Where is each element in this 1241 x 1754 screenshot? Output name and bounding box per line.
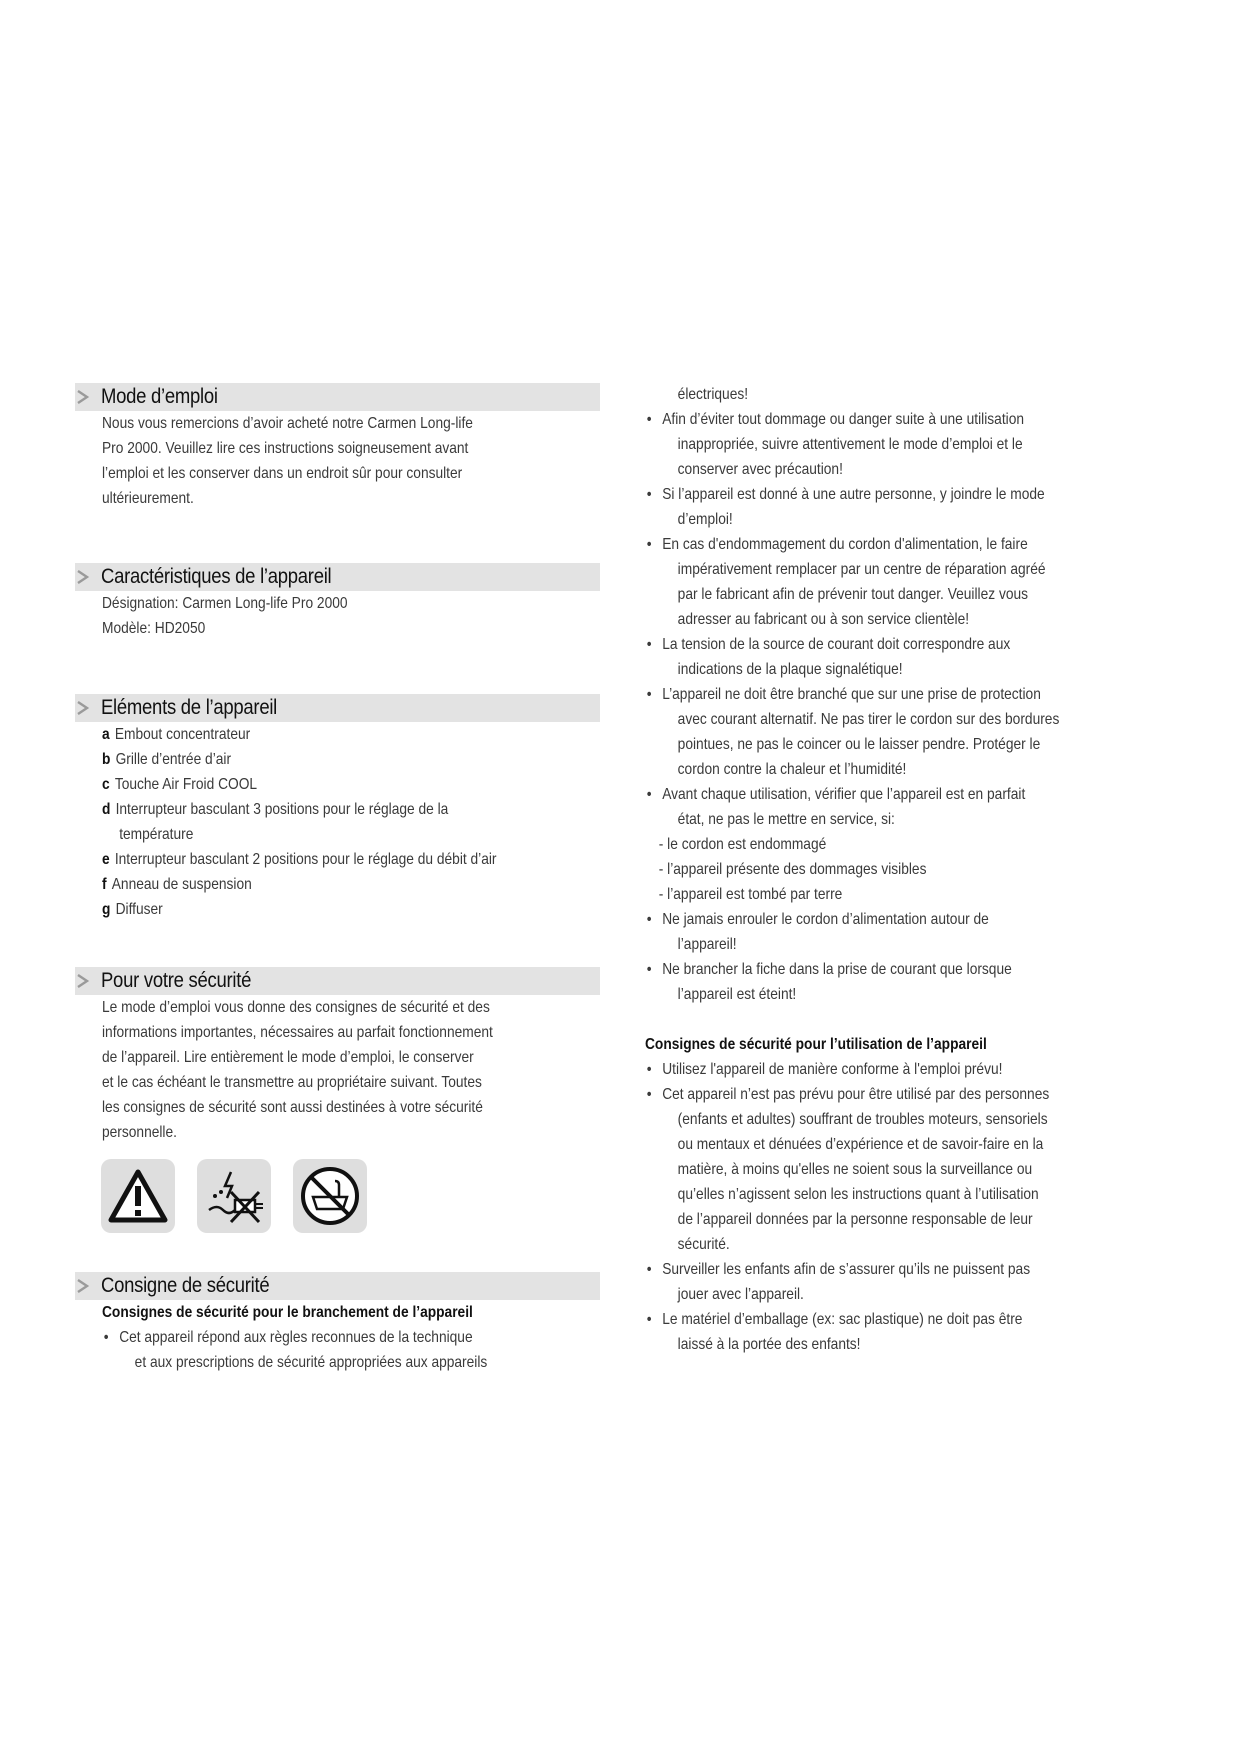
section-title: Pour votre sécurité bbox=[101, 969, 252, 992]
text-line: ultérieurement. bbox=[102, 490, 194, 507]
text-line: Nous vous remercions d’avoir acheté notre Carmen Long-life bbox=[102, 415, 473, 432]
list-item: f Anneau de suspension bbox=[102, 876, 252, 893]
list-item: • Cet appareil répond aux règles reconnues de la technique et aux prescriptions de sécurité appropriées aux appareils bbox=[102, 1325, 566, 1375]
section-body bbox=[102, 411, 566, 511]
section-header bbox=[75, 383, 600, 411]
chevron-right-icon bbox=[75, 973, 91, 989]
no-water-electric-icon bbox=[197, 1159, 271, 1233]
list-item: • En cas d'endommagement du cordon d'alimentation, le faire impérativement remplacer par un centre de réparation agréé par le fabricant afin de prévenir tout danger. Veuillez vous adresser au fabricant ou à son service clientèle! bbox=[645, 532, 1116, 632]
dash-item: - l’appareil est tombé par terre bbox=[658, 886, 843, 903]
list-item: a Embout concentrateur bbox=[102, 726, 251, 743]
dash-list bbox=[645, 832, 1116, 907]
list-item: • Le matériel d’emballage (ex: sac plastique) ne doit pas être laissé à la portée des enfants! bbox=[645, 1307, 1116, 1357]
dash-item: - l’appareil présente des dommages visibles bbox=[658, 861, 927, 878]
subheading: Consignes de sécurité pour l’utilisation de l’appareil bbox=[645, 1036, 987, 1053]
subheading: Consignes de sécurité pour le branchement de l’appareil bbox=[102, 1304, 473, 1321]
list-item: • Cet appareil n’est pas prévu pour être utilisé par des personnes (enfants et adultes) souffrant de troubles moteurs, sensoriels ou mentaux et dénuées d’expérience et de savoir-faire en la matière, à moins qu'elles ne soient sous la surveillance ou qu’elles n’agissent selon les instructions quant à l’utilisation de l’appareil données par la personne responsable de leur sécurité. bbox=[645, 1082, 1116, 1257]
right-column bbox=[645, 383, 1115, 1357]
text-line: électriques! bbox=[677, 386, 749, 403]
text-line: l’emploi et les conserver dans un endroit sûr pour consulter bbox=[102, 465, 463, 482]
section-header bbox=[75, 563, 600, 591]
safety-icons bbox=[101, 1159, 600, 1233]
section-elements bbox=[75, 694, 600, 922]
elements-list bbox=[102, 722, 566, 922]
dash-item: - le cordon est endommagé bbox=[658, 836, 827, 853]
section-title: Eléments de l’appareil bbox=[101, 696, 278, 719]
text-line: de l’appareil. Lire entièrement le mode d’emploi, le conserver bbox=[102, 1049, 474, 1066]
list-item: • Surveiller les enfants afin de s’assurer qu’ils ne puissent pas jouer avec l’appareil. bbox=[645, 1257, 1116, 1307]
text-line: Modèle: HD2050 bbox=[102, 620, 206, 637]
text-line: personnelle. bbox=[102, 1124, 177, 1141]
chevron-right-icon bbox=[75, 1278, 91, 1294]
text-line: et le cas échéant le transmettre au propriétaire suivant. Toutes bbox=[102, 1074, 482, 1091]
chevron-right-icon bbox=[75, 569, 91, 585]
text-line: Désignation: Carmen Long-life Pro 2000 bbox=[102, 595, 348, 612]
section-title: Mode d’emploi bbox=[101, 385, 218, 408]
left-column bbox=[75, 383, 600, 1375]
list-item: • Utilisez l'appareil de manière conforme à l'emploi prévu! bbox=[645, 1057, 1116, 1082]
section-title: Caractéristiques de l’appareil bbox=[101, 565, 332, 588]
list-item: c Touche Air Froid COOL bbox=[102, 776, 258, 793]
section-header bbox=[75, 1272, 600, 1300]
list-item: • L’appareil ne doit être branché que sur une prise de protection avec courant alternatif. Ne pas tirer le cordon sur des bordures pointues, ne pas le coincer ou le laisser pendre. Protéger le cordon contre la chaleur et l’humidité! bbox=[645, 682, 1116, 782]
list-item: • Avant chaque utilisation, vérifier que l’appareil est en parfait état, ne pas le mettre en service, si: bbox=[645, 782, 1116, 832]
section-header bbox=[75, 967, 600, 995]
chevron-right-icon bbox=[75, 700, 91, 716]
no-bath-icon bbox=[293, 1159, 367, 1233]
section-title: Consigne de sécurité bbox=[101, 1274, 270, 1297]
right-body bbox=[645, 382, 1116, 1357]
section-header bbox=[75, 694, 600, 722]
section-securite bbox=[75, 967, 600, 1233]
bullet-list bbox=[645, 407, 1116, 832]
list-item: b Grille d’entrée d’air bbox=[102, 751, 232, 768]
list-item: • Afin d’éviter tout dommage ou danger suite à une utilisation inappropriée, suivre attentivement le mode d’emploi et le conserver avec précaution! bbox=[645, 407, 1116, 482]
section-mode-emploi bbox=[75, 383, 600, 511]
list-item: • Ne brancher la fiche dans la prise de courant que lorsque l’appareil est éteint! bbox=[645, 957, 1116, 1007]
section-caracteristiques bbox=[75, 563, 600, 641]
list-item: • La tension de la source de courant doit correspondre aux indications de la plaque signalétique! bbox=[645, 632, 1116, 682]
list-item: • Ne jamais enrouler le cordon d’alimentation autour de l’appareil! bbox=[645, 907, 1116, 957]
section-body bbox=[102, 1300, 566, 1375]
list-item: • Si l’appareil est donné à une autre personne, y joindre le mode d’emploi! bbox=[645, 482, 1116, 532]
list-item: e Interrupteur basculant 2 positions pour le réglage du débit d’air bbox=[102, 851, 497, 868]
section-body bbox=[102, 722, 566, 922]
text-line: Le mode d’emploi vous donne des consignes de sécurité et des bbox=[102, 999, 490, 1016]
section-body bbox=[102, 995, 566, 1145]
section-consigne bbox=[75, 1272, 600, 1375]
text-line: les consignes de sécurité sont aussi destinées à votre sécurité bbox=[102, 1099, 483, 1116]
bullet-list bbox=[645, 1057, 1116, 1357]
text-line: Pro 2000. Veuillez lire ces instructions soigneusement avant bbox=[102, 440, 469, 457]
bullet-list bbox=[102, 1325, 566, 1375]
section-body bbox=[102, 591, 566, 641]
list-item: d Interrupteur basculant 3 positions pour le réglage de la température bbox=[102, 801, 449, 843]
chevron-right-icon bbox=[75, 389, 91, 405]
list-item: g Diffuser bbox=[102, 901, 163, 918]
warning-triangle-icon bbox=[101, 1159, 175, 1233]
text-line: informations importantes, nécessaires au parfait fonctionnement bbox=[102, 1024, 493, 1041]
bullet-list bbox=[645, 907, 1116, 1007]
